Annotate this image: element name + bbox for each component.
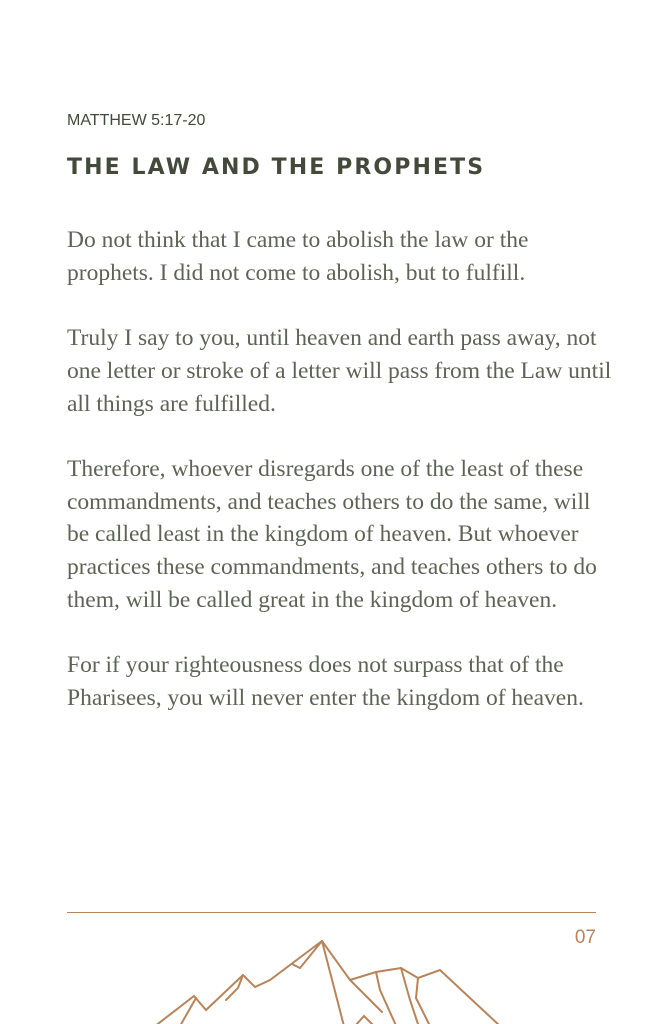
scripture-reference: MATTHEW 5:17-20 <box>67 112 206 129</box>
passage-paragraph-3: Therefore, whoever disregards one of the least of these commandments, and teaches others to do the same, will be called least in the kingdom of heaven. But whoever practices these commandments, and teaches others to do them, will be called great in the kingdom of heaven. <box>67 455 597 613</box>
passage-paragraph-1: Do not think that I came to abolish the law or the prophets. I did not come to abolish, but to fulfill. <box>67 227 529 286</box>
page-title: THE LAW AND THE PROPHETS <box>67 155 486 180</box>
scripture-passage <box>67 224 612 747</box>
mountain-line-art-icon <box>0 930 663 1024</box>
footer-divider <box>67 912 596 913</box>
passage-paragraph-2: Truly I say to you, until heaven and earth pass away, not one letter or stroke of a letter will pass from the Law until all things are fulfilled. <box>67 325 612 417</box>
page-number: 07 <box>574 927 596 948</box>
passage-paragraph-4: For if your righteousness does not surpass that of the Pharisees, you will never enter the kingdom of heaven. <box>67 652 584 711</box>
